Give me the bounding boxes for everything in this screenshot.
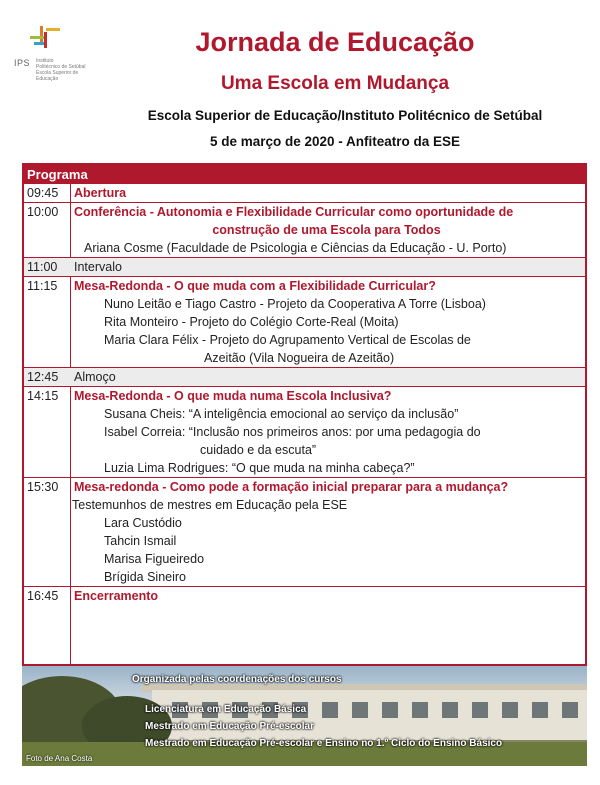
programa-heading: Programa: [24, 165, 585, 184]
speaker-line: Brígida Sineiro: [104, 570, 186, 584]
row-title: Mesa-redonda - Como pode a formação inicial preparar para a mudança?: [74, 480, 509, 494]
campus-photo: [22, 666, 587, 766]
speaker-line: Isabel Correia: “Inclusão nos primeiros anos: por uma pedagogia do: [104, 425, 481, 439]
row-time: 15:30: [27, 480, 59, 494]
schedule-row-almoco: [24, 367, 585, 386]
row-title: Abertura: [74, 186, 127, 200]
row-title-line1: Conferência - Autonomia e Flexibilidade Curricular como oportunidade de: [74, 205, 514, 219]
row-time: 12:45: [27, 370, 59, 384]
speaker-line: Maria Clara Félix - Projeto do Agrupamento Vertical de Escolas de: [104, 333, 471, 347]
event-date: 5 de março de 2020 - Anfiteatro da ESE: [209, 134, 461, 149]
organizers-text: Organizada pelas coordenações dos cursos: [132, 674, 342, 685]
course-line: Mestrado em Educação Pré-escolar: [145, 721, 314, 732]
schedule-row-conferencia: [24, 202, 585, 257]
schedule-row-mesa-inclusiva: [24, 386, 585, 477]
speaker-line: Lara Custódio: [104, 516, 182, 530]
row-title: Mesa-Redonda - O que muda com a Flexibilidade Curricular?: [74, 279, 436, 293]
schedule-row-mesa-flexibilidade: [24, 276, 585, 367]
schedule-row-intervalo: [24, 257, 585, 276]
speaker-line: Luzia Lima Rodrigues: “O que muda na minha cabeça?”: [104, 461, 415, 475]
schedule-row-abertura: [24, 184, 585, 202]
testimonials-heading: Testemunhos de mestres em Educação pela ESE: [72, 498, 348, 512]
speaker-line: Nuno Leitão e Tiago Castro - Projeto da Cooperativa A Torre (Lisboa): [104, 297, 486, 311]
schedule-row-mesa-formacao: [24, 477, 585, 586]
row-title: Almoço: [74, 370, 116, 384]
course-line: Licenciatura em Educação Básica: [145, 704, 307, 715]
speaker-line: Rita Monteiro - Projeto do Colégio Corte-Real (Moita): [104, 315, 399, 329]
course-line: Mestrado em Educação Pré-escolar e Ensino no 1.º Ciclo do Ensino Básico: [145, 738, 503, 749]
speaker-line-cont: cuidado e da escuta”: [200, 443, 317, 457]
speaker-line: Tahcin Ismail: [104, 534, 177, 548]
row-time: 16:45: [27, 589, 59, 603]
programa-table: [22, 163, 587, 666]
row-time: 11:00: [27, 260, 58, 274]
row-time: 10:00: [27, 205, 59, 219]
row-time: 11:15: [27, 279, 58, 293]
speaker-line: Marisa Figueiredo: [104, 552, 205, 566]
speaker-line: Susana Cheis: “A inteligência emocional ao serviço da inclusão”: [104, 407, 459, 421]
row-title: Encerramento: [74, 589, 159, 603]
schedule-row-encerramento: [24, 586, 585, 605]
speaker-line: Ariana Cosme (Faculdade de Psicologia e Ciências da Educação - U. Porto): [84, 241, 507, 255]
row-time: 09:45: [27, 186, 59, 200]
row-title: Mesa-Redonda - O que muda numa Escola Inclusiva?: [74, 389, 392, 403]
page-subtitle: Uma Escola em Mudança: [220, 73, 450, 94]
row-title: Intervalo: [74, 260, 122, 274]
logo-ips-text: IPS: [14, 58, 31, 68]
logo-institution-text: Instituto Politécnico de Setúbal Escola Superior de Educação: [36, 58, 86, 82]
photo-credit: Foto de Ana Costa: [26, 754, 93, 763]
page-title: Jornada de Educação: [195, 27, 475, 57]
row-time: 14:15: [27, 389, 59, 403]
row-title-line2: construção de uma Escola para Todos: [212, 223, 441, 237]
speaker-line-cont: Azeitão (Vila Nogueira de Azeitão): [204, 351, 395, 365]
school-name: Escola Superior de Educação/Instituto Politécnico de Setúbal: [147, 108, 543, 123]
